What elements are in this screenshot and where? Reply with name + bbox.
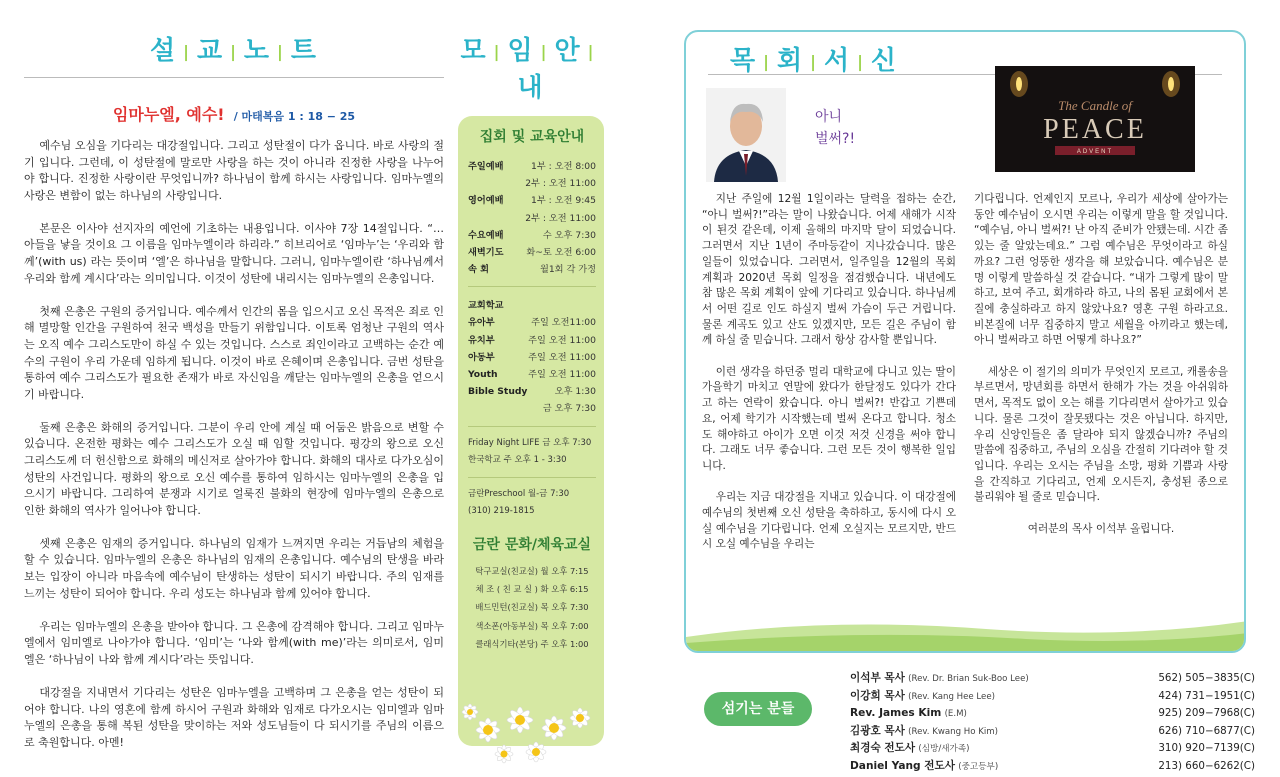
sermon-heading (24, 102, 444, 125)
divider (468, 426, 596, 427)
school-row (468, 314, 596, 331)
staff-name: 이강희 목사 (850, 689, 905, 702)
school-row (468, 400, 596, 417)
letter-column-right (974, 192, 1228, 569)
row-label: 유치부 (468, 334, 495, 346)
staff-row (850, 705, 1255, 723)
staff-name-group (850, 670, 1029, 688)
title-char: 설 (149, 36, 178, 66)
other-program: Friday Night LIFE 금 오후 7:30 (468, 437, 592, 448)
scripture-reference: / 마태복음 1 : 18 − 25 (233, 110, 356, 123)
letter-paragraph: 지난 주일에 12월 1일이라는 달력을 접하는 순간, “아니 벌써?!”라는 말이 나왔습니다. 어제 새해가 시작이 된것 같은데, 이제 올해의 마지막 달이 되었습니다. 그러면서 지난 1년이 주마등같이 지나갔습니다. 많은 일들이 있었습니다. 그러면서, 일주일을 12월의 목회 계획과 2020년 목회 일정을 점검했습니다. 내년에도 참 많은 목회 계획이 앞에 기다리고 있습니다. 하나님께서 어떤 길로 인도 하실지 벌써 가슴이 두근 거립니다. 물론 계곡도 있고 산도 있겠지만, 모든 길은 주님이 함께 하실 줄 믿습니다. 그래서 항상 감사할 뿐입니다. (702, 193, 956, 347)
sermon-body (24, 138, 444, 751)
row-label: 영어예배 (468, 195, 504, 207)
staff-row (850, 670, 1255, 688)
staff-name-group (850, 723, 998, 741)
staff-phone: 213) 660−6262(C) (1158, 759, 1255, 772)
letter-paragraph: 기다립니다. 언제인지 모르나, 우리가 세상에 살아가는 동안 예수님이 오시면 우리는 이렇게 말을 할 것입니다. “예수님, 아니 벌써?! 난 아직 준비가 안됐는데. 시간 좀 있는 줄 알았는데요.” 그럼 예수님은 무엇이라고 하실까요? 그런 엉뚱한 생각을 해 보았습니다. 예수님은 분명 이렇게 말씀하실 것 같습니다. “내가 그렇게 많이 말하고, 보여 주고, 회개하라 하고, 나의 몸된 교회에서 본질에 충실하라고 하지 않았나요? 영혼 구원 하라고요. 비본질에 너무 집중하지 말고 세월을 아끼라고 했는데, 아니 벌써라고 하면 어떻게 하나요?” (974, 193, 1228, 347)
sermon-paragraph: 셋째 은총은 임재의 증거입니다. 하나님의 임재가 느껴지면 우리는 거듭남의 체험을 할 수 있습니다. 임마누엘의 은총은 하나님의 임재의 은총입니다. 예수님의 탄생을 바라보는 입장이 아니라 마음속에 예수님이 탄생하는 성탄이 되시기 바랍니다. 주의 임재를 느끼는 성탄이 되어야 합니다. 우리 성도는 하나님과 함께 있어야 합니다. (24, 536, 444, 600)
divider (468, 286, 596, 287)
row-label: 주일예배 (468, 161, 504, 172)
worship-row (468, 192, 596, 209)
schedule-box-title: 집회 및 교육안내 (479, 129, 585, 145)
row-label: Youth (468, 369, 498, 381)
sermon-paragraph: 첫째 은총은 구원의 증거입니다. 예수께서 인간의 몸을 입으시고 오신 목적은 죄로 인해 멸망할 인간을 구원하여 천국 백성을 만들기 위함입니다. 이토록 엄청난 구원의 역사는 오직 예수 그리스도만이 하실 수 있는 것입니다. 스스로 죄인이라고 고백하는 순간 예수의 구원이 우리 가운데 임하게 됩니다. 이것이 바로 은혜이며 은총입니다. 금번 성탄을 통하여 예수 그리스도가 필요한 존재가 바로 자신임을 깨닫는 임마누엘의 은총을 얻으시기 바랍니다. (24, 304, 444, 401)
title-separator: | (493, 42, 502, 61)
row-label: 속 회 (468, 264, 489, 276)
row-label (468, 175, 512, 192)
staff-name: 이석부 목사 (850, 672, 905, 684)
title-separator: | (540, 42, 549, 61)
letter-paragraph: 우리는 지금 대강절을 지내고 있습니다. 이 대강절에 예수님의 첫번째 오신 성탄을 축하하고, 동시에 다시 오실 예수님을 기다립니다. 언제 오실지는 모르지만, 반드시 오실 예수님을 우리는 (702, 491, 956, 551)
staff-name-group (850, 705, 967, 723)
image-caption-script: The Candle of (1058, 98, 1132, 113)
title-char: 신 (870, 46, 899, 76)
culture-row: 체 조 ( 친 교 실 ) 화 오후 6:15 (475, 584, 589, 595)
grass-field-decoration (686, 603, 1246, 651)
staff-name-group (850, 758, 998, 776)
image-subcaption: ADVENT (1076, 149, 1114, 155)
title-char: 내 (517, 73, 545, 103)
schedule-box (458, 116, 604, 746)
row-value: 2부 : 오전 11:00 (525, 178, 596, 190)
title-char: 교 (196, 36, 225, 66)
title-char: 회 (776, 46, 805, 76)
sermon-title: 임마누엘, 예수! (112, 105, 225, 124)
row-value: 2부 : 오전 11:00 (525, 212, 596, 224)
worship-row (468, 227, 596, 244)
title-char: 모 (460, 36, 488, 66)
staff-row (850, 723, 1255, 741)
worship-row (468, 244, 596, 261)
staff-name: Daniel Yang 전도사 (850, 759, 955, 772)
staff-name-group (850, 740, 969, 758)
title-separator: | (857, 52, 865, 71)
staff-row (850, 688, 1255, 706)
culture-row: 배드민턴(친교실) 목 오후 7:30 (475, 602, 589, 613)
worship-row (468, 210, 596, 227)
quote-line: 벌써?! (815, 131, 856, 147)
staff-name: 최경숙 전도사 (850, 742, 916, 754)
schedule-section-title (458, 30, 604, 104)
row-value: 월1회 각 가정 (539, 264, 596, 276)
row-label (468, 400, 512, 417)
sermon-paragraph: 우리는 임마누엘의 은총을 받아야 합니다. 그 은총에 감격해야 합니다. 그리고 임마누엘에서 임미엘로 나아가야 합니다. ‘임미’는 ‘나와 함께(with me)’라는 의미로서, 임미엘은 ‘하나님이 나와 함께 계시다’라는 뜻입니다. (24, 619, 444, 666)
row-value: 오후 1:30 (554, 386, 596, 398)
letter-column-left (702, 192, 956, 569)
staff-phone: 626) 710−6877(C) (1158, 724, 1255, 737)
row-label: 수요예배 (468, 229, 504, 241)
row-value: 화~토 오전 6:00 (526, 247, 596, 259)
staff-english-name: (Rev. Dr. Brian Suk-Boo Lee) (908, 674, 1029, 684)
sermon-paragraph: 예수님 오심을 기다리는 대강절입니다. 그리고 성탄절이 다가 옵니다. 바로 사랑의 절기 입니다. 그런데, 이 성탄절에 말로만 사랑을 하는 것이 아니라 진정한 사랑을 나누어야 합니다. 진정한 사랑이란 무엇입니까? 하나님이 함께 하시는 사랑입니다. 임마누엘의 사랑은 변함이 없는 하나님의 사랑입니다. (24, 139, 444, 202)
row-label: 유아부 (468, 317, 495, 329)
letter-paragraph: 세상은 이 절기의 의미가 무엇인지 모르고, 캐롤송을 부르면서, 망년회를 하면서 한해가 가는 것을 아쉬워하면서, 목적도 없이 오는 해를 기다리면서 살아가고 있습니다. 물론 그것이 잘못됐다는 것은 아닙니다. 하지만, 우리 신앙인들은 좀 달라야 되지 않겠습니까? 주님의 말씀에 집중하고, 주님의 오심을 간절히 기다려야 할 것입니다. 우리는 오시는 주님을 소망, 평화 기쁨과 사랑을 간직하고 기다리고, 언제 오시든지, 충성된 종으로 불리워야 될 줄로 믿습니다. (974, 365, 1228, 504)
sermon-paragraph: 대강절을 지내면서 기다리는 성탄은 임마누엘을 고백하며 그 은총을 얻는 성탄이 되어야 합니다. 나의 영혼에 함께 하시어 구원과 화해와 임재로 다가오시는 임미엘과 임마누엘의 은총을 통해 복된 성탄을 맞이하는 저와 성도님들이 다 되시기를 주님의 이름으로 축원합니다. 아멘! (24, 686, 444, 749)
letter-section-title (730, 40, 898, 77)
pastor-portrait (706, 88, 786, 182)
row-label: Bible Study (468, 386, 528, 398)
staff-english-name: (심방/새가족) (918, 744, 970, 754)
staff-phone: 424) 731−1951(C) (1158, 689, 1255, 702)
row-value: 1부 : 오전 9:45 (531, 195, 596, 207)
staff-button[interactable]: 섬기는 분들 (704, 692, 812, 726)
staff-row (850, 740, 1255, 758)
letter-body (702, 192, 1228, 569)
culture-row: 색소폰(아동부실) 목 오후 7:00 (475, 620, 589, 631)
school-row (468, 332, 596, 349)
culture-row: 탁구교실(친교실) 월 오후 7:15 (475, 565, 589, 576)
school-row (468, 383, 596, 400)
staff-english-name: (중고등부) (958, 761, 999, 772)
title-separator: | (763, 52, 771, 71)
pastor-letter-panel (684, 30, 1246, 653)
row-label: 새벽기도 (468, 247, 504, 259)
preschool-phone: (310) 219-1815 (468, 505, 535, 516)
title-separator: | (810, 52, 818, 71)
title-separator: | (587, 42, 596, 61)
daisy-flowers-illustration (458, 690, 604, 770)
letter-paragraph: 이런 생각을 하던중 멀리 대학교에 다니고 있는 딸이 가을학기 마치고 연말에 왔다가 한달정도 있다가 간다고 하는 연락이 왔습니다. 아니 벌써?! 반갑고 기쁜데요, 어제 학기가 시작했는데 벌써 온다고 합니다. 청소도 해야하고 아이가 오면 이것 저것 신경을 써야 합니다. 그래도 너무 좋습니다. 그런 모든 것이 행복한 일입니다. (702, 365, 956, 472)
title-char: 목 (730, 46, 758, 76)
quote-line: 아니 (815, 109, 843, 125)
worship-row (468, 261, 596, 278)
school-row (468, 349, 596, 366)
staff-phone: 310) 920−7139(C) (1158, 742, 1255, 754)
church-school-heading: 교회학교 (468, 300, 504, 312)
pull-quote (815, 106, 855, 150)
staff-name-group (850, 688, 995, 706)
row-value: 금 오후 7:30 (542, 403, 596, 415)
row-value: 주일 오전 11:00 (528, 369, 596, 381)
row-value: 주일 오전 11:00 (528, 351, 596, 363)
worship-row (468, 175, 596, 192)
worship-row (468, 158, 596, 175)
staff-list (850, 670, 1255, 775)
title-separator: | (183, 42, 191, 61)
title-char: 서 (823, 46, 852, 76)
preschool-info: 금란Preschool 월-금 7:30 (468, 488, 570, 499)
row-value: 주일 오전 11:00 (528, 334, 596, 346)
staff-phone: 925) 209−7968(C) (1158, 707, 1255, 719)
row-value: 수 오후 7:30 (542, 229, 596, 241)
sermon-paragraph: 둘째 은총은 화해의 증거입니다. 그분이 우리 안에 계실 때 어둠은 밝음으로 변할 수 있습니다. 온전한 평화는 예수 그리스도가 오실 때 임할 것입니다. 평강의 왕으로 오신 그리스도께 더 헌신함으로 화해의 메신저로 살아가야 합니다. 화해의 대사로 다가오심이 성탄의 사건입니다. 평화의 왕으로 오신 예수를 통하여 임하시는 임마누엘의 은총을 입으시기 바랍니다. 그리하여 분쟁과 시기로 얼룩진 불화의 현장에 임마누엘의 은총으로 인한 화해의 역사가 일어나야 합니다. (24, 420, 444, 517)
advent-candle-image (995, 66, 1195, 172)
culture-row: 클래식기타(본당) 주 오후 1:00 (475, 639, 589, 650)
other-program: 한국학교 주 오후 1 - 3:30 (468, 454, 567, 465)
sermon-section-title (24, 30, 444, 67)
schedule-column (458, 30, 604, 746)
title-char: 노 (243, 36, 272, 66)
row-label: 아동부 (468, 351, 495, 363)
staff-english-name: (Rev. Kang Hee Lee) (908, 691, 995, 702)
divider (468, 477, 596, 478)
staff-english-name: (E.M) (944, 709, 967, 719)
row-value: 1부 : 오전 8:00 (531, 161, 596, 172)
row-value: 주일 오전11:00 (531, 317, 596, 329)
staff-phone: 562) 505−3835(C) (1158, 672, 1255, 684)
row-label (468, 210, 512, 227)
divider (24, 77, 444, 78)
image-caption-word: PEACE (1043, 114, 1147, 145)
staff-english-name: (Rev. Kwang Ho Kim) (908, 726, 999, 737)
title-char: 트 (290, 36, 319, 66)
staff-row (850, 758, 1255, 776)
title-char: 안 (554, 36, 582, 66)
culture-title: 금란 문화/체육교실 (472, 536, 592, 553)
staff-name: Rev. James Kim (850, 707, 942, 719)
title-separator: | (277, 42, 285, 61)
letter-signature: 여러분의 목사 이석부 올립니다. (1027, 522, 1175, 535)
staff-name: 김광호 목사 (850, 724, 905, 737)
sermon-column (24, 30, 444, 768)
title-char: 임 (507, 36, 535, 66)
sermon-paragraph: 본문은 이사야 선지자의 예언에 기초하는 내용입니다. 이사야 7장 14절입니다. “… 아들을 낳을 것이요 그 이름을 임마누엘이라 하리라.” 히브리어로 ‘임마누’는 ‘우리와 함께’(with us) 라는 뜻이며 ‘엘’은 하나님을 말합니다. 그러니, 임마누엘이란 ‘하나님께서 우리와 함께 계시다’라는 의미입니다. 이것이 성탄에 내리시는 임마누엘의 은총입니다. (24, 221, 444, 285)
title-separator: | (230, 42, 238, 61)
school-row (468, 366, 596, 383)
